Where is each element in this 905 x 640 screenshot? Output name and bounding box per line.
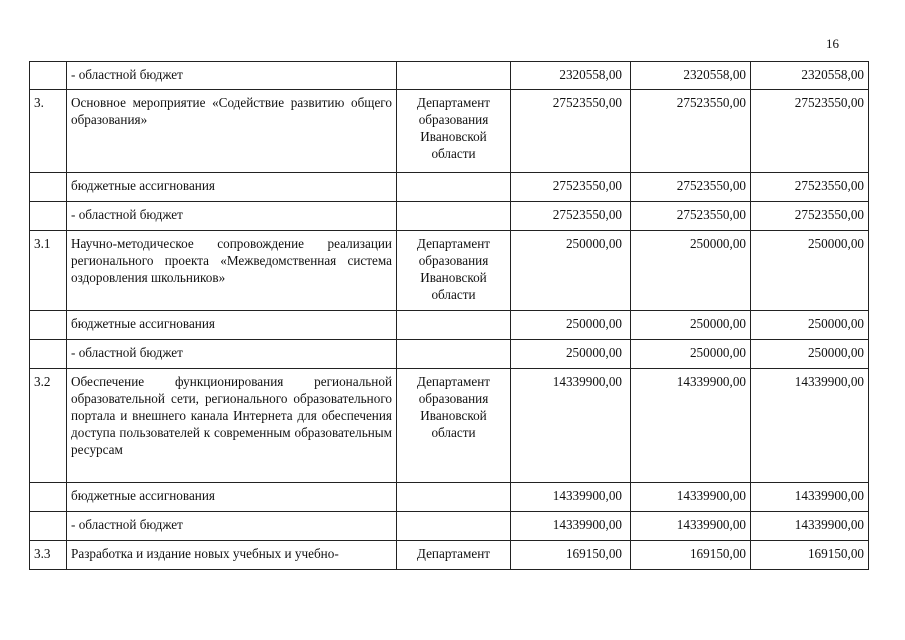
row-amount-year3: 27523550,00: [751, 202, 869, 231]
row-description: - областной бюджет: [67, 512, 397, 541]
row-description: - областной бюджет: [67, 62, 397, 90]
row-amount-year2: 250000,00: [631, 311, 751, 340]
row-amount-year2: 250000,00: [631, 340, 751, 369]
row-number: [30, 202, 67, 231]
budget-table-body: [30, 62, 869, 570]
table-row: [30, 90, 869, 173]
page-number: 16: [826, 36, 839, 51]
table-row: [30, 231, 869, 311]
row-department: [397, 62, 511, 90]
row-amount-year2: 27523550,00: [631, 90, 751, 173]
row-amount-year3: 27523550,00: [751, 173, 869, 202]
table-row: [30, 311, 869, 340]
row-amount-year1: 250000,00: [511, 231, 631, 311]
row-department: Департамент образования Ивановской области: [397, 90, 511, 173]
row-amount-year1: 14339900,00: [511, 483, 631, 512]
row-amount-year2: 2320558,00: [631, 62, 751, 90]
row-number: 3.1: [30, 231, 67, 311]
row-description: бюджетные ассигнования: [67, 173, 397, 202]
row-amount-year1: 27523550,00: [511, 202, 631, 231]
row-description: бюджетные ассигнования: [67, 311, 397, 340]
row-number: [30, 311, 67, 340]
row-department: [397, 311, 511, 340]
row-department: [397, 512, 511, 541]
row-number: 3.: [30, 90, 67, 173]
row-description: бюджетные ассигнования: [67, 483, 397, 512]
row-amount-year1: 169150,00: [511, 541, 631, 570]
row-department: [397, 202, 511, 231]
row-department: Департамент: [397, 541, 511, 570]
row-description: Разработка и издание новых учебных и учебно-: [67, 541, 397, 570]
row-amount-year3: 250000,00: [751, 311, 869, 340]
table-row: [30, 512, 869, 541]
row-amount-year2: 250000,00: [631, 231, 751, 311]
row-amount-year1: 27523550,00: [511, 173, 631, 202]
budget-table: [29, 61, 869, 570]
row-amount-year3: 169150,00: [751, 541, 869, 570]
row-description: Обеспечение функционирования региональной образовательной сети, регионального образовательного портала и внешнего канала Интернета для обеспечения доступа пользователей к современным образовательным ресурсам: [67, 369, 397, 483]
row-amount-year2: 14339900,00: [631, 483, 751, 512]
row-amount-year3: 250000,00: [751, 231, 869, 311]
table-row: [30, 541, 869, 570]
row-description: - областной бюджет: [67, 340, 397, 369]
row-number: [30, 483, 67, 512]
table-row: [30, 173, 869, 202]
row-amount-year3: 14339900,00: [751, 483, 869, 512]
row-number: 3.2: [30, 369, 67, 483]
row-department: [397, 340, 511, 369]
row-department: [397, 173, 511, 202]
row-amount-year3: 14339900,00: [751, 512, 869, 541]
row-amount-year1: 27523550,00: [511, 90, 631, 173]
row-description: Научно-методическое сопровождение реализации регионального проекта «Межведомственная система оздоровления школьников»: [67, 231, 397, 311]
table-row: [30, 483, 869, 512]
row-amount-year1: 14339900,00: [511, 369, 631, 483]
row-amount-year1: 2320558,00: [511, 62, 631, 90]
row-number: 3.3: [30, 541, 67, 570]
row-description: Основное мероприятие «Содействие развитию общего образования»: [67, 90, 397, 173]
row-number: [30, 62, 67, 90]
row-department: Департамент образования Ивановской области: [397, 231, 511, 311]
row-amount-year1: 14339900,00: [511, 512, 631, 541]
row-number: [30, 340, 67, 369]
row-amount-year2: 14339900,00: [631, 369, 751, 483]
table-row: [30, 340, 869, 369]
row-amount-year2: 27523550,00: [631, 202, 751, 231]
row-number: [30, 512, 67, 541]
row-amount-year1: 250000,00: [511, 311, 631, 340]
row-amount-year3: 250000,00: [751, 340, 869, 369]
row-amount-year3: 2320558,00: [751, 62, 869, 90]
row-amount-year2: 14339900,00: [631, 512, 751, 541]
row-department: [397, 483, 511, 512]
row-amount-year2: 169150,00: [631, 541, 751, 570]
row-description: - областной бюджет: [67, 202, 397, 231]
table-row: [30, 369, 869, 483]
row-amount-year3: 27523550,00: [751, 90, 869, 173]
table-row: [30, 62, 869, 90]
row-amount-year2: 27523550,00: [631, 173, 751, 202]
row-number: [30, 173, 67, 202]
row-amount-year1: 250000,00: [511, 340, 631, 369]
row-amount-year3: 14339900,00: [751, 369, 869, 483]
table-row: [30, 202, 869, 231]
row-department: Департамент образования Ивановской области: [397, 369, 511, 483]
